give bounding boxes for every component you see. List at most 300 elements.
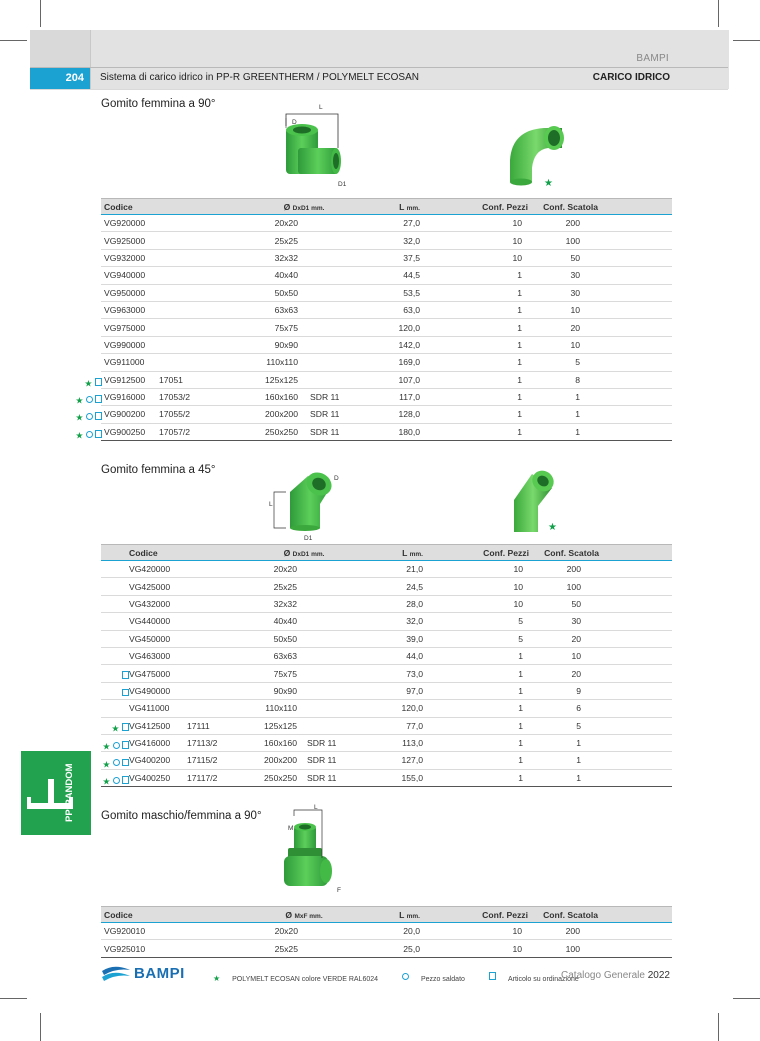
cell-sdr xyxy=(308,249,354,266)
cell-scatola: 1 xyxy=(531,752,603,769)
cell-alt xyxy=(187,700,249,717)
col-len: L mm. xyxy=(359,545,423,561)
cell-scatola: 8 xyxy=(530,371,602,388)
cell-dim: 25x25 xyxy=(254,940,308,957)
circle-icon xyxy=(86,413,93,420)
cell-sdr xyxy=(308,354,354,371)
cell-dim: 250x250 xyxy=(249,769,305,786)
table-row xyxy=(101,647,672,664)
cell-alt xyxy=(159,940,254,957)
cell-sdr xyxy=(305,630,359,647)
table-row xyxy=(101,267,672,284)
cell-alt xyxy=(187,613,249,630)
cell-sdr xyxy=(305,647,359,664)
cell-alt: 17057/2 xyxy=(159,423,254,440)
cell-l: 39,0 xyxy=(359,630,423,647)
cell-sdr: SDR 11 xyxy=(308,388,354,405)
circle-icon xyxy=(402,973,409,980)
cell-pezzi: 5 xyxy=(423,613,531,630)
cell-scatola: 50 xyxy=(531,595,603,612)
table-row xyxy=(101,578,672,595)
cell-dim: 200x200 xyxy=(254,406,308,423)
cell-scatola: 200 xyxy=(531,561,603,578)
table-row xyxy=(101,923,672,940)
col-dim: Ø DxD1 mm. xyxy=(254,199,354,215)
cell-l: 128,0 xyxy=(354,406,420,423)
cell-alt: 17113/2 xyxy=(187,734,249,751)
cell-pezzi: 10 xyxy=(420,923,530,940)
cell-scatola: 5 xyxy=(530,354,602,371)
cell-alt xyxy=(159,336,254,353)
diagram-label: F xyxy=(337,887,341,894)
cell-codice: VG412500 xyxy=(129,717,187,734)
star-icon: ★ xyxy=(75,430,84,441)
cell-codice: VG400250 xyxy=(129,769,187,786)
cell-dim: 63x63 xyxy=(249,647,305,664)
cell-alt xyxy=(159,249,254,266)
cell-alt: 17055/2 xyxy=(159,406,254,423)
cell-dim: 75x75 xyxy=(249,665,305,682)
cell-sdr: SDR 11 xyxy=(308,406,354,423)
product-table xyxy=(101,198,672,441)
cell-scatola: 5 xyxy=(531,717,603,734)
cell-scatola: 1 xyxy=(530,388,602,405)
cell-dim: 250x250 xyxy=(254,423,308,440)
elbow-90-photo xyxy=(500,120,570,190)
cell-scatola: 10 xyxy=(531,647,603,664)
cell-dim: 20x20 xyxy=(254,923,308,940)
cell-l: 155,0 xyxy=(359,769,423,786)
star-icon: ★ xyxy=(102,741,111,752)
cell-codice: VG420000 xyxy=(129,561,187,578)
cell-alt xyxy=(187,561,249,578)
cell-sdr xyxy=(305,595,359,612)
cell-l: 73,0 xyxy=(359,665,423,682)
table-row xyxy=(101,249,672,266)
table-row xyxy=(101,319,672,336)
cell-sdr xyxy=(308,267,354,284)
cell-dim: 110x110 xyxy=(254,354,308,371)
cell-codice: VG900250 xyxy=(101,423,159,440)
cell-dim: 160x160 xyxy=(254,388,308,405)
cell-pezzi: 1 xyxy=(423,717,531,734)
cell-dim: 50x50 xyxy=(254,284,308,301)
cell-dim: 25x25 xyxy=(249,578,305,595)
cell-l: 77,0 xyxy=(359,717,423,734)
cell-l: 169,0 xyxy=(354,354,420,371)
cell-alt: 17051 xyxy=(159,371,254,388)
cell-scatola: 9 xyxy=(531,682,603,699)
cell-l: 32,0 xyxy=(354,232,420,249)
cell-sdr xyxy=(308,923,354,940)
cell-l: 117,0 xyxy=(354,388,420,405)
cell-l: 25,0 xyxy=(354,940,420,957)
star-icon: ★ xyxy=(548,522,557,533)
cell-scatola: 50 xyxy=(530,249,602,266)
cell-dim: 32x32 xyxy=(249,595,305,612)
section-title: Gomito femmina a 90° xyxy=(101,98,216,110)
cell-codice: VG440000 xyxy=(129,613,187,630)
cell-alt xyxy=(187,630,249,647)
col-len: L mm. xyxy=(354,907,420,923)
cell-alt xyxy=(159,232,254,249)
cell-sdr xyxy=(305,717,359,734)
col-dim: Ø DxD1 mm. xyxy=(249,545,359,561)
cell-dim: 110x110 xyxy=(249,700,305,717)
cell-alt xyxy=(159,215,254,232)
cell-sdr xyxy=(305,700,359,717)
col-codice: Codice xyxy=(101,199,159,215)
table-row xyxy=(101,717,672,734)
cell-codice: VG916000 xyxy=(101,388,159,405)
col-codice: Codice xyxy=(129,545,187,561)
table-header-row xyxy=(101,199,672,215)
cell-alt xyxy=(159,354,254,371)
cell-l: 120,0 xyxy=(359,700,423,717)
star-icon: ★ xyxy=(75,412,84,423)
cell-codice: VG490000 xyxy=(129,682,187,699)
crop-mark xyxy=(733,40,760,41)
cell-pezzi: 10 xyxy=(420,215,530,232)
cell-codice: VG925010 xyxy=(101,940,159,957)
cell-pezzi: 1 xyxy=(420,423,530,440)
footer-legend xyxy=(213,972,599,983)
table-row xyxy=(101,700,672,717)
cell-sdr: SDR 11 xyxy=(305,734,359,751)
cell-sdr xyxy=(308,215,354,232)
cell-codice: VG925000 xyxy=(101,232,159,249)
header-divider xyxy=(30,67,728,68)
cell-dim: 20x20 xyxy=(249,561,305,578)
footer-catalog: Catalogo Generale 2022 xyxy=(561,970,670,981)
cell-alt xyxy=(159,301,254,318)
cell-codice: VG963000 xyxy=(101,301,159,318)
cell-dim: 63x63 xyxy=(254,301,308,318)
cell-codice: VG411000 xyxy=(129,700,187,717)
cell-pezzi: 1 xyxy=(423,682,531,699)
cell-scatola: 100 xyxy=(530,940,602,957)
cell-pezzi: 1 xyxy=(420,371,530,388)
cell-pezzi: 1 xyxy=(423,752,531,769)
cell-sdr: SDR 11 xyxy=(305,752,359,769)
legend-circle-label: Pezzo saldato xyxy=(420,975,465,983)
cell-l: 44,0 xyxy=(359,647,423,664)
table-row xyxy=(101,734,672,751)
cell-l: 24,5 xyxy=(359,578,423,595)
cell-pezzi: 1 xyxy=(423,665,531,682)
cell-scatola: 20 xyxy=(530,319,602,336)
table-row xyxy=(101,595,672,612)
cell-scatola: 20 xyxy=(531,630,603,647)
table-header-row xyxy=(101,907,672,923)
cell-pezzi: 1 xyxy=(423,769,531,786)
cell-codice: VG425000 xyxy=(129,578,187,595)
cell-scatola: 100 xyxy=(530,232,602,249)
cell-l: 32,0 xyxy=(359,613,423,630)
elbow-mf-diagram xyxy=(276,804,356,900)
cell-alt: 17117/2 xyxy=(187,769,249,786)
col-scatola: Conf. Scatola xyxy=(530,199,602,215)
elbow-90-diagram xyxy=(278,100,358,190)
star-icon: ★ xyxy=(102,759,111,769)
cell-dim: 90x90 xyxy=(254,336,308,353)
table-row xyxy=(101,284,672,301)
cell-pezzi: 1 xyxy=(420,301,530,318)
diagram-label: D1 xyxy=(338,181,347,188)
cell-codice: VG920000 xyxy=(101,215,159,232)
cell-alt xyxy=(159,319,254,336)
section-title: Gomito maschio/femmina a 90° xyxy=(101,810,262,822)
cell-scatola: 200 xyxy=(530,215,602,232)
table-row xyxy=(101,336,672,353)
col-pezzi: Conf. Pezzi xyxy=(420,199,530,215)
cell-sdr xyxy=(308,371,354,388)
col-scatola: Conf. Scatola xyxy=(531,545,603,561)
cell-dim: 40x40 xyxy=(249,613,305,630)
cell-l: 97,0 xyxy=(359,682,423,699)
col-scatola: Conf. Scatola xyxy=(530,907,602,923)
table-row xyxy=(101,232,672,249)
cell-alt xyxy=(159,284,254,301)
cell-alt xyxy=(187,665,249,682)
crop-mark xyxy=(718,0,719,27)
cell-scatola: 30 xyxy=(531,613,603,630)
cell-scatola: 1 xyxy=(530,423,602,440)
cell-l: 180,0 xyxy=(354,423,420,440)
cell-sdr xyxy=(308,940,354,957)
diagram-label: L xyxy=(314,804,318,811)
cell-l: 142,0 xyxy=(354,336,420,353)
cell-scatola: 1 xyxy=(531,734,603,751)
side-tab xyxy=(21,751,91,835)
cell-dim: 32x32 xyxy=(254,249,308,266)
table-row xyxy=(101,215,672,232)
cell-pezzi: 10 xyxy=(420,249,530,266)
cell-codice: VG450000 xyxy=(129,630,187,647)
cell-pezzi: 10 xyxy=(420,232,530,249)
elbow-45-photo xyxy=(506,466,566,538)
cell-pezzi: 1 xyxy=(420,267,530,284)
legend-square-label: Articolo su ordinazione xyxy=(507,975,579,983)
star-icon: ★ xyxy=(544,178,553,189)
side-tab-label: PP-RANDOM xyxy=(64,763,75,822)
cell-codice: VG920010 xyxy=(101,923,159,940)
cell-codice: VG463000 xyxy=(129,647,187,664)
diagram-label: L xyxy=(319,104,323,111)
circle-icon xyxy=(86,396,93,403)
diagram-label: M xyxy=(288,825,294,832)
square-icon xyxy=(489,972,497,980)
cell-sdr xyxy=(308,319,354,336)
cell-pezzi: 1 xyxy=(423,647,531,664)
col-dim: Ø MxF mm. xyxy=(254,907,354,923)
page-number: 204 xyxy=(30,68,90,89)
col-pezzi: Conf. Pezzi xyxy=(423,545,531,561)
table-header-row xyxy=(101,545,672,561)
bampi-logo-icon xyxy=(100,965,132,983)
cell-dim: 160x160 xyxy=(249,734,305,751)
table-row xyxy=(101,301,672,318)
cell-alt: 17115/2 xyxy=(187,752,249,769)
col-len: L mm. xyxy=(354,199,420,215)
star-icon: ★ xyxy=(75,395,84,406)
cell-dim: 200x200 xyxy=(249,752,305,769)
table-row xyxy=(101,665,672,682)
diagram-label: L xyxy=(269,501,273,508)
cell-codice: VG911000 xyxy=(101,354,159,371)
table-row xyxy=(101,940,672,957)
cell-codice: VG416000 xyxy=(129,734,187,751)
cell-pezzi: 10 xyxy=(423,595,531,612)
cell-alt: 17111 xyxy=(187,717,249,734)
star-icon: ★ xyxy=(102,776,111,787)
crop-mark xyxy=(40,0,41,27)
cell-scatola: 6 xyxy=(531,700,603,717)
table-row xyxy=(101,613,672,630)
cell-sdr: SDR 11 xyxy=(305,769,359,786)
cell-l: 37,5 xyxy=(354,249,420,266)
product-table xyxy=(101,544,672,787)
cell-codice: VG950000 xyxy=(101,284,159,301)
cell-pezzi: 1 xyxy=(420,336,530,353)
cell-alt xyxy=(159,267,254,284)
cell-l: 113,0 xyxy=(359,734,423,751)
cell-alt xyxy=(187,647,249,664)
cell-codice: VG975000 xyxy=(101,319,159,336)
circle-icon xyxy=(86,431,93,438)
cell-pezzi: 1 xyxy=(423,700,531,717)
cell-sdr xyxy=(308,336,354,353)
crop-mark xyxy=(40,1013,41,1041)
cell-codice: VG932000 xyxy=(101,249,159,266)
cell-scatola: 100 xyxy=(531,578,603,595)
header-title: Sistema di carico idrico in PP-R GREENTHERM / POLYMELT ECOSAN xyxy=(100,72,419,83)
crop-mark xyxy=(733,998,760,999)
table-row xyxy=(101,752,672,769)
cell-alt xyxy=(187,578,249,595)
table-row xyxy=(101,388,672,405)
elbow-45-diagram xyxy=(262,470,352,542)
cell-scatola: 200 xyxy=(530,923,602,940)
cell-l: 27,0 xyxy=(354,215,420,232)
crop-mark xyxy=(0,998,27,999)
cell-scatola: 30 xyxy=(530,267,602,284)
cell-l: 107,0 xyxy=(354,371,420,388)
cell-dim: 25x25 xyxy=(254,232,308,249)
cell-alt xyxy=(159,923,254,940)
footer-logo: BAMPI xyxy=(134,965,185,982)
table-row xyxy=(101,371,672,388)
cell-sdr xyxy=(305,682,359,699)
cell-dim: 20x20 xyxy=(254,215,308,232)
cell-l: 120,0 xyxy=(354,319,420,336)
cell-pezzi: 1 xyxy=(423,734,531,751)
product-table xyxy=(101,906,672,958)
cell-codice: VG475000 xyxy=(129,665,187,682)
cell-pezzi: 1 xyxy=(420,284,530,301)
cell-l: 63,0 xyxy=(354,301,420,318)
cell-codice: VG400200 xyxy=(129,752,187,769)
cell-l: 44,5 xyxy=(354,267,420,284)
cell-codice: VG912500 xyxy=(101,371,159,388)
cell-pezzi: 10 xyxy=(423,561,531,578)
cell-scatola: 10 xyxy=(530,336,602,353)
cell-l: 127,0 xyxy=(359,752,423,769)
cell-dim: 40x40 xyxy=(254,267,308,284)
cell-pezzi: 1 xyxy=(420,354,530,371)
cell-pezzi: 5 xyxy=(423,630,531,647)
cell-sdr xyxy=(305,665,359,682)
cell-scatola: 10 xyxy=(530,301,602,318)
table-row xyxy=(101,406,672,423)
cell-alt: 17053/2 xyxy=(159,388,254,405)
diagram-label: D xyxy=(334,475,339,482)
header-section: CARICO IDRICO xyxy=(592,72,670,83)
cell-dim: 125x125 xyxy=(254,371,308,388)
cell-l: 28,0 xyxy=(359,595,423,612)
cell-l: 53,5 xyxy=(354,284,420,301)
table-row xyxy=(101,769,672,786)
cell-scatola: 1 xyxy=(530,406,602,423)
cell-dim: 125x125 xyxy=(249,717,305,734)
crop-mark xyxy=(0,40,27,41)
cell-codice: VG432000 xyxy=(129,595,187,612)
cell-sdr xyxy=(308,301,354,318)
col-codice: Codice xyxy=(101,907,159,923)
diagram-label: D xyxy=(292,119,297,126)
cell-pezzi: 1 xyxy=(420,406,530,423)
star-icon: ★ xyxy=(111,723,120,734)
table-row xyxy=(101,561,672,578)
cell-l: 21,0 xyxy=(359,561,423,578)
cell-sdr xyxy=(305,561,359,578)
diagram-label: D1 xyxy=(304,535,313,542)
cell-dim: 50x50 xyxy=(249,630,305,647)
cell-scatola: 30 xyxy=(530,284,602,301)
cell-sdr xyxy=(305,578,359,595)
cell-dim: 75x75 xyxy=(254,319,308,336)
cell-pezzi: 1 xyxy=(420,388,530,405)
section-title: Gomito femmina a 45° xyxy=(101,464,216,476)
header-brand: BAMPI xyxy=(636,53,669,64)
col-pezzi: Conf. Pezzi xyxy=(420,907,530,923)
table-row xyxy=(101,354,672,371)
cell-scatola: 20 xyxy=(531,665,603,682)
cell-codice: VG940000 xyxy=(101,267,159,284)
cell-pezzi: 10 xyxy=(423,578,531,595)
cell-codice: VG990000 xyxy=(101,336,159,353)
cell-sdr: SDR 11 xyxy=(308,423,354,440)
cell-alt xyxy=(187,595,249,612)
legend-star-label: POLYMELT ECOSAN colore VERDE RAL6024 xyxy=(232,975,379,983)
cell-codice: VG900200 xyxy=(101,406,159,423)
cell-sdr xyxy=(308,232,354,249)
cell-sdr xyxy=(308,284,354,301)
star-icon: ★ xyxy=(84,378,93,389)
star-icon: ★ xyxy=(213,973,221,983)
table-row xyxy=(101,423,672,440)
tee-fitting-icon xyxy=(21,751,91,835)
cell-alt xyxy=(187,682,249,699)
cell-scatola: 1 xyxy=(531,769,603,786)
cell-dim: 90x90 xyxy=(249,682,305,699)
table-row xyxy=(101,630,672,647)
cell-pezzi: 10 xyxy=(420,940,530,957)
cell-pezzi: 1 xyxy=(420,319,530,336)
table-row xyxy=(101,682,672,699)
crop-mark xyxy=(718,1013,719,1041)
cell-sdr xyxy=(305,613,359,630)
